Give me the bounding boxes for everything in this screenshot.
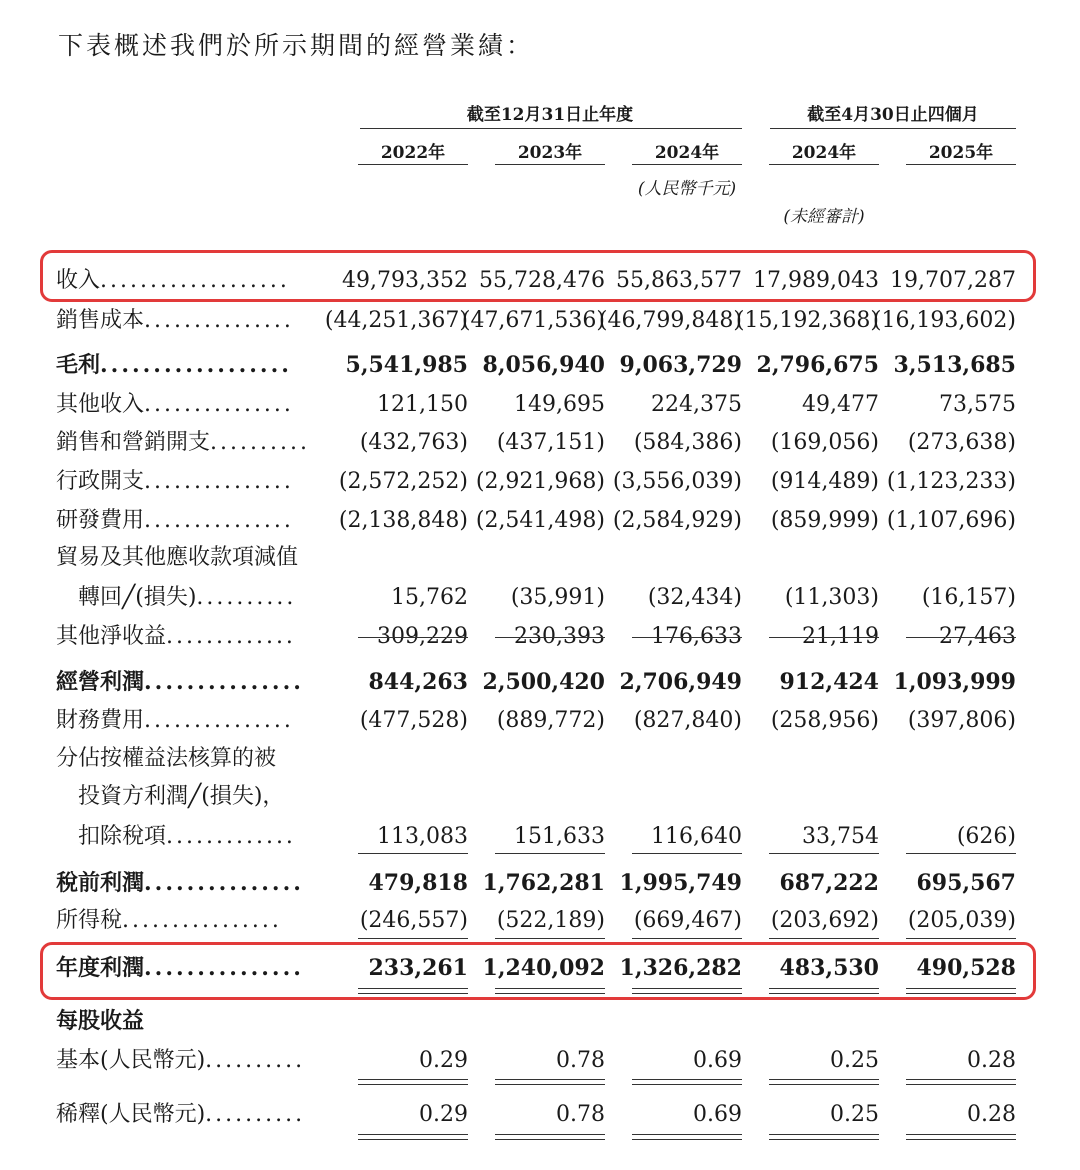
leader-dots: ............... [144, 870, 304, 896]
table-cell: (827,840) [633, 708, 742, 733]
table-cell: 9,063,729 [619, 352, 742, 378]
row-label-text: 研發費用 [56, 508, 145, 533]
table-cell: 0.69 [693, 1102, 742, 1127]
total-double-rule [906, 1084, 1016, 1085]
table-cell: (859,999) [770, 508, 879, 533]
row-label-text: 基本(人民幣元) [56, 1048, 206, 1073]
leader-dots: ............... [144, 708, 294, 733]
intro-text: 下表概述我們於所示期間的經營業績： [58, 31, 535, 60]
table-cell: (437,151) [496, 430, 605, 455]
total-double-rule [632, 1139, 742, 1140]
row-label-text: 行政開支 [56, 469, 145, 494]
total-double-rule [632, 1134, 742, 1135]
year-header: 2023年 [517, 143, 583, 163]
table-cell: 1,995,749 [619, 870, 742, 896]
table-cell: 5,541,985 [345, 352, 468, 378]
table-cell: 687,222 [779, 870, 879, 896]
total-double-rule [632, 1079, 742, 1080]
table-cell: (205,039) [907, 908, 1016, 933]
highlight-revenue [40, 250, 1036, 302]
row-label [56, 467, 294, 497]
total-double-rule [906, 1134, 1016, 1135]
leader-dots: ............... [144, 392, 294, 417]
total-double-rule [906, 1139, 1016, 1140]
table-cell: (2,541,498) [475, 508, 605, 533]
leader-dots: .......... [205, 1102, 306, 1127]
table-cell: 224,375 [651, 392, 742, 417]
unaudited-label: (未經審計) [783, 207, 865, 227]
subtotal-rule [632, 938, 742, 939]
leader-dots: .......... [196, 585, 297, 610]
table-cell: 19,707,287 [890, 268, 1016, 293]
table-cell: 0.69 [693, 1048, 742, 1073]
table-cell: 49,793,352 [342, 268, 468, 293]
table-cell: 2,796,675 [756, 352, 879, 378]
unit-label: (人民幣千元) [637, 179, 737, 199]
row-label [56, 622, 296, 652]
year-header: 2024年 [791, 143, 857, 163]
row-label-text: 銷售成本 [56, 308, 145, 333]
table-cell: (32,434) [647, 585, 742, 610]
row-label-text: 所得稅 [56, 908, 123, 933]
table-cell: (16,193,602) [872, 308, 1016, 333]
subtotal-rule [495, 637, 605, 638]
table-cell: 0.28 [967, 1102, 1016, 1127]
total-double-rule [495, 1079, 605, 1080]
table-cell: (35,991) [510, 585, 605, 610]
table-cell: 233,261 [368, 955, 468, 981]
table-cell: 55,863,577 [616, 268, 742, 293]
subtotal-rule [358, 637, 468, 638]
table-cell: 490,528 [916, 955, 1016, 981]
table-cell: (2,572,252) [338, 469, 468, 494]
table-cell: 55,728,476 [479, 268, 605, 293]
group-header-annual: 截至12月31日止年度 [466, 105, 634, 125]
row-label [56, 350, 292, 380]
table-cell: 0.29 [419, 1048, 468, 1073]
table-cell: (397,806) [907, 708, 1016, 733]
table-cell: 8,056,940 [482, 352, 605, 378]
table-cell: (2,138,848) [338, 508, 468, 533]
row-label [56, 868, 304, 898]
table-cell: 0.78 [556, 1102, 605, 1127]
table-cell: (169,056) [770, 430, 879, 455]
year-header: 2025年 [928, 143, 994, 163]
leader-dots: ................... [100, 268, 290, 293]
table-cell: 0.28 [967, 1048, 1016, 1073]
table-cell: (1,107,696) [886, 508, 1016, 533]
row-label [56, 1046, 305, 1076]
table-cell: 1,326,282 [619, 955, 742, 981]
total-double-rule [358, 1084, 468, 1085]
table-cell: 33,754 [802, 824, 879, 849]
table-cell: (669,467) [633, 908, 742, 933]
table-cell: (273,638) [907, 430, 1016, 455]
leader-dots: ............. [166, 624, 296, 649]
total-double-rule [495, 1084, 605, 1085]
table-cell: (44,251,367) [324, 308, 468, 333]
subtotal-rule [632, 637, 742, 638]
total-double-rule [769, 1134, 879, 1135]
row-label-text: 貿易及其他應收款項減值 [56, 545, 299, 570]
leader-dots: .......... [210, 430, 310, 455]
row-label [78, 782, 284, 812]
table-cell: 49,477 [802, 392, 879, 417]
table-cell: (914,489) [770, 469, 879, 494]
row-label-text: 年度利潤 [56, 955, 145, 981]
table-cell: 116,640 [651, 824, 742, 849]
row-label-text: 經營利潤 [56, 669, 145, 695]
row-label [56, 744, 276, 774]
subtotal-rule [358, 938, 468, 939]
subtotal-rule [906, 938, 1016, 939]
table-cell: 0.78 [556, 1048, 605, 1073]
table-cell: (46,799,848) [598, 308, 742, 333]
table-cell: 0.25 [830, 1102, 879, 1127]
row-label [78, 583, 296, 613]
row-label-text: 扣除稅項 [78, 824, 167, 849]
table-cell: (258,956) [770, 708, 879, 733]
row-label [56, 1006, 144, 1036]
leader-dots: ............... [144, 469, 294, 494]
row-label-text: 轉回╱(損失) [78, 585, 197, 610]
table-cell: 309,229 [377, 624, 468, 649]
table-cell: (246,557) [359, 908, 468, 933]
table-cell: 17,989,043 [753, 268, 879, 293]
table-cell: (2,921,968) [475, 469, 605, 494]
subtotal-rule [632, 853, 742, 854]
table-cell: 483,530 [779, 955, 879, 981]
row-label [56, 428, 310, 458]
subtotal-rule [906, 637, 1016, 638]
row-label-text: 收入 [56, 268, 101, 293]
subtotal-rule [495, 938, 605, 939]
leader-dots: ............... [144, 308, 294, 333]
subtotal-rule [769, 938, 879, 939]
table-cell: (477,528) [359, 708, 468, 733]
table-cell: 912,424 [779, 669, 879, 695]
table-cell: 0.29 [419, 1102, 468, 1127]
row-label-text: 稀釋(人民幣元) [56, 1102, 206, 1127]
total-double-rule [358, 1134, 468, 1135]
subtotal-rule [769, 853, 879, 854]
table-cell: (16,157) [921, 585, 1016, 610]
table-cell: (1,123,233) [886, 469, 1016, 494]
table-cell: 479,818 [368, 870, 468, 896]
table-cell: 1,093,999 [893, 669, 1016, 695]
row-label [78, 822, 296, 852]
total-double-rule [769, 1079, 879, 1080]
table-cell: 151,633 [514, 824, 605, 849]
subtotal-rule [906, 853, 1016, 854]
table-cell: 1,240,092 [482, 955, 605, 981]
row-label [56, 306, 294, 336]
table-cell: (3,556,039) [612, 469, 742, 494]
total-double-rule [769, 1084, 879, 1085]
subtotal-rule [495, 853, 605, 854]
year-header: 2024年 [654, 143, 720, 163]
leader-dots: ............... [144, 508, 294, 533]
total-double-rule [632, 1084, 742, 1085]
table-cell: 1,762,281 [482, 870, 605, 896]
table-cell: (15,192,368) [735, 308, 879, 333]
leader-dots: ................ [122, 908, 282, 933]
total-double-rule [769, 1139, 879, 1140]
table-cell: (584,386) [633, 430, 742, 455]
table-cell: 149,695 [514, 392, 605, 417]
row-label [56, 706, 294, 736]
total-double-rule [906, 1079, 1016, 1080]
subtotal-rule [358, 853, 468, 854]
table-cell: 27,463 [939, 624, 1016, 649]
table-cell: 176,633 [651, 624, 742, 649]
table-cell: 121,150 [377, 392, 468, 417]
table-cell: 844,263 [368, 669, 468, 695]
total-double-rule [358, 1139, 468, 1140]
row-label-text: 分佔按權益法核算的被 [56, 746, 277, 771]
table-cell: 2,500,420 [482, 669, 605, 695]
leader-dots: ............. [166, 824, 296, 849]
total-double-rule [358, 1079, 468, 1080]
year-header: 2022年 [380, 143, 446, 163]
row-label-text: 稅前利潤 [56, 870, 145, 896]
table-cell: 2,706,949 [619, 669, 742, 695]
table-cell: 0.25 [830, 1048, 879, 1073]
row-label [56, 906, 282, 936]
table-cell: 230,393 [514, 624, 605, 649]
row-label [56, 1100, 305, 1130]
table-cell: (889,772) [496, 708, 605, 733]
table-cell: (432,763) [359, 430, 468, 455]
table-cell: (203,692) [770, 908, 879, 933]
leader-dots: .......... [205, 1048, 306, 1073]
table-cell: (47,671,536) [461, 308, 605, 333]
row-label [56, 506, 294, 536]
group-header-four-months: 截至4月30日止四個月 [807, 105, 979, 125]
leader-dots: ............... [144, 955, 304, 981]
table-cell: 113,083 [377, 824, 468, 849]
table-cell: 15,762 [391, 585, 468, 610]
table-cell: 3,513,685 [893, 352, 1016, 378]
row-label [56, 543, 298, 573]
leader-dots: ............... [144, 669, 304, 695]
subtotal-rule [769, 637, 879, 638]
row-label-text: 其他淨收益 [56, 624, 167, 649]
row-label [56, 390, 294, 420]
total-double-rule [495, 1134, 605, 1135]
row-label-text: 財務費用 [56, 708, 145, 733]
leader-dots: .................. [100, 352, 292, 378]
table-cell: (2,584,929) [612, 508, 742, 533]
row-label-text: 毛利 [56, 352, 101, 378]
row-label-text: 每股收益 [56, 1008, 145, 1034]
table-cell: (11,303) [784, 585, 879, 610]
row-label-text: 投資方利潤╱(損失)， [78, 784, 285, 809]
row-label-text: 銷售和營銷開支 [56, 430, 211, 455]
table-cell: (626) [956, 824, 1016, 849]
table-cell: 73,575 [939, 392, 1016, 417]
table-cell: 695,567 [916, 870, 1016, 896]
table-cell: (522,189) [496, 908, 605, 933]
row-label [56, 667, 304, 697]
highlight-annual-profit [40, 942, 1036, 1000]
total-double-rule [495, 1139, 605, 1140]
row-label-text: 其他收入 [56, 392, 145, 417]
table-cell: 21,119 [802, 624, 879, 649]
